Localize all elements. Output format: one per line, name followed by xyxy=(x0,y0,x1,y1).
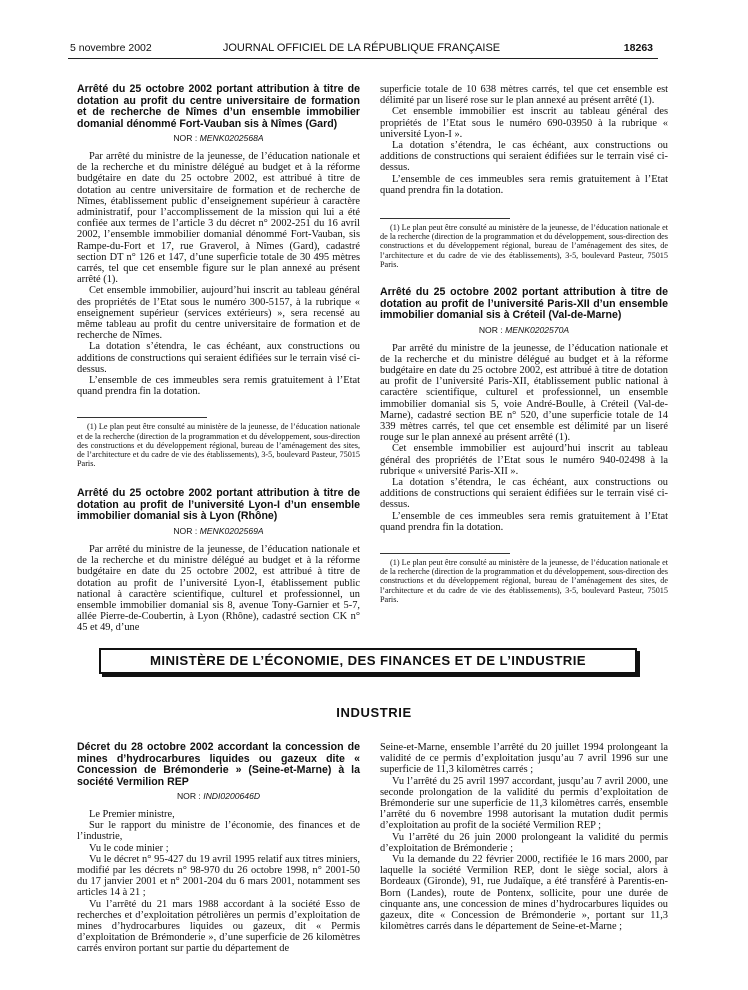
paragraph: L’ensemble de ces immeubles sera remis gratuitement à l’Etat quand prendra fin la dotation. xyxy=(380,510,668,533)
header-rule xyxy=(68,58,658,59)
decree-right-column xyxy=(380,742,668,932)
nor-label: NOR : xyxy=(176,791,204,801)
paragraph: Vu l’arrêté du 26 juin 2000 prolongeant la validité du permis d’exploitation de Brémonderie ; xyxy=(380,831,668,854)
right-column xyxy=(380,84,668,604)
paragraph: Cet ensemble immobilier, aujourd’hui inscrit au tableau général des propriétés de l’Etat sous le numéro 300-5157, à la rubrique « enseignement supérieur (services extérieurs) », sera recensé au même tableau au profit du centre universitaire de formation et de recherche de Nîmes. xyxy=(77,285,360,342)
decree-left-column xyxy=(77,742,360,955)
paragraph: L’ensemble de ces immeubles sera remis gratuitement à l’Etat quand prendra fin la dotation. xyxy=(380,173,668,196)
paragraph: Vu la demande du 22 février 2000, rectifiée le 16 mars 2000, par laquelle la société Vermilion REP, dont le siège social, alors à Bordeaux (Gironde), 91, rue Judaïque, a été transféré à Parentis-en-Born (Landes), route de Pontenx, sollicite, pour une durée de cinquante ans, une concession de mines d’hydrocarbures liquides ou gazeux, dite « Concession de Brémonderie », portant sur 11,3 kilomètres carrés dans le département de Seine-et-Marne ; xyxy=(380,854,668,933)
nor-code: MENK0202569A xyxy=(199,525,264,536)
nor-label: NOR : xyxy=(173,133,200,143)
footnote-rule xyxy=(380,218,510,219)
header-date: 5 novembre 2002 xyxy=(70,42,152,54)
footnote-rule xyxy=(77,417,207,418)
paragraph: Vu l’arrêté du 21 mars 1988 accordant à la société Esso de recherches et d’exploitation pétrolières un permis d’exploitation de mines d’hydrocarbures liquides ou gazeux, dit « Permis d’exploitation de Brémonderie », d’une superficie de 26 kilomètres carrés environ portant sur partie du département de xyxy=(77,898,360,955)
paragraph: Vu le décret n° 95-427 du 19 avril 1995 relatif aux titres miniers, modifié par les décrets n° 98-970 du 26 octobre 1998, n° 2001-50 du 17 janvier 2001 et n° 2001-204 du 6 mars 2001, notamment ses articles 14 à 21 ; xyxy=(77,853,360,899)
nor-label: NOR : xyxy=(478,324,506,335)
paragraph: Le Premier ministre, xyxy=(89,809,175,820)
footnote: (1) Le plan peut être consulté au ministère de la jeunesse, de l’éducation nationale et de la recherche (direction de la programmation et du développement, sous-direction des constructions et du développement régional, bureau de l’aménagement des sites, de l’architecture et du cadre de vie des établissements), 3-5, boulevard Pasteur, 75015 Paris. xyxy=(380,558,668,604)
paragraph: Cet ensemble immobilier est aujourd’hui inscrit au tableau général des propriétés de l’Etat sous le numéro 940-02498 à la rubrique « université Paris-XII ». xyxy=(380,443,668,477)
nor-code: MENK0202570A xyxy=(505,324,570,335)
article-title: Arrêté du 25 octobre 2002 portant attribution à titre de dotation au profit du centre universitaire de formation et de recherche de Nîmes d’un ensemble immobilier domanial dénommé Fort-Vauban sis à Nîmes (Gard) xyxy=(77,83,360,130)
nor-line xyxy=(77,133,360,143)
paragraph: La dotation s’étendra, le cas échéant, aux constructions ou additions de constructions qui seraient édifiées sur le terrain visé ci-dessus. xyxy=(380,476,668,511)
decree-title: Décret du 28 octobre 2002 accordant la concession de mines d’hydrocarbures liquides ou gazeux dite « Concession de Brémonderie » (Seine-et-Marne) à la société Vermilion REP xyxy=(77,741,360,788)
paragraph: La dotation s’étendra, le cas échéant, aux constructions ou additions de constructions qui seraient édifiées sur le terrain visé ci-dessus. xyxy=(380,140,668,174)
nor-line xyxy=(77,791,360,801)
paragraph: Par arrêté du ministre de la jeunesse, de l’éducation nationale et de la recherche et du ministre délégué au budget et à la réforme budgétaire en date du 25 octobre 2002, est attribué à titre de dotation au profit de l’université Paris-XII, établissement public national à caractère scientifique, culturel et professionnel, un ensemble immobilier domanial sis 5, voie André-Boulle, à Créteil (Val-de-Marne), cadastré section BE n° 520, d’une superficie totale de 14 339 mètres carrés, tel que cet ensemble est délimité par un liseré rouge sur le plan annexé au présent arrêté (1). xyxy=(380,342,668,444)
nor-label: NOR : xyxy=(173,525,200,536)
header-page-number: 18263 xyxy=(623,42,653,54)
footnote: (1) Le plan peut être consulté au ministère de la jeunesse, de l’éducation nationale et de la recherche (direction de la programmation et du développement, sous-direction des constructions et du développement régional, bureau de l’aménagement des sites, de l’architecture et du cadre de vie des établissements), 3-5, boulevard Pasteur, 75015 Paris. xyxy=(380,223,668,269)
running-header xyxy=(70,42,653,58)
footnote: (1) Le plan peut être consulté au ministère de la jeunesse, de l’éducation nationale et de la recherche (direction de la programmation et du développement, sous-direction des constructions et du développement régional, bureau de l’aménagement des sites, de l’architecture et du cadre de vie des établissements), 3-5, boulevard Pasteur, 75015 Paris. xyxy=(77,422,360,469)
nor-line xyxy=(77,526,360,536)
paragraph: Vu le code minier ; xyxy=(89,842,169,854)
paragraph: superficie totale de 10 638 mètres carrés, tel que cet ensemble est délimité par un liseré rose sur le plan annexé au présent arrêté (1). xyxy=(380,84,668,107)
left-column xyxy=(77,84,360,634)
paragraph: La dotation s’étendra, le cas échéant, aux constructions ou additions de constructions qui seraient édifiées sur le terrain visé ci-dessus. xyxy=(77,341,360,375)
paragraph: L’ensemble de ces immeubles sera remis gratuitement à l’Etat quand prendra fin la dotation. xyxy=(77,375,360,398)
ministry-banner: MINISTÈRE DE L’ÉCONOMIE, DES FINANCES ET DE L’INDUSTRIE xyxy=(99,648,637,674)
nor-code: MENK0202568A xyxy=(199,133,264,143)
paragraph: Par arrêté du ministre de la jeunesse, de l’éducation nationale et de la recherche et du ministre délégué au budget et à la réforme budgétaire en date du 25 octobre 2002, est attribué à titre de dotation au profit de l’université Lyon-I, établissement public national à caractère scientifique, culturel et professionnel, un ensemble immobilier domanial sis 8, avenue Tony-Garnier et 5-7, allée Pierre-de-Coubertin, à Lyon (Rhône), cadastré section CK n° 45 et 49, d’une xyxy=(77,543,360,634)
footnote-rule xyxy=(380,553,510,554)
paragraph: Sur le rapport du ministre de l’économie, des finances et de l’industrie, xyxy=(77,820,360,843)
paragraph: Par arrêté du ministre de la jeunesse, de l’éducation nationale et de la recherche et du ministre délégué au budget et à la réforme budgétaire en date du 25 octobre 2002, est attribué à titre de dotation au centre universitaire de formation et de recherche de Nîmes, établissement public d’enseignement supérieur à caractère administratif, pour l’accomplissement de la mission qui lui a été confiée aux termes de l’article 3 du décret n° 2002-251 du 16 avril 2002, l’ensemble immobilier domanial dénommé Fort-Vauban, sis Rampe-du-Fort et 17, rue Graverol, à Nîmes (Gard), cadastré section DT n° 126 et 147, d’une superficie totale de 30 495 mètres carrés, tel que cet ensemble figure sur le plan annexé au présent arrêté (1). xyxy=(77,151,360,286)
paragraph: Cet ensemble immobilier est inscrit au tableau général des propriétés de l’Etat sous le numéro 690-03950 à la rubrique « université Lyon-I ». xyxy=(380,106,668,140)
header-journal-title: JOURNAL OFFICIEL DE LA RÉPUBLIQUE FRANÇAISE xyxy=(222,42,501,54)
paragraph: Vu l’arrêté du 25 avril 1997 accordant, jusqu’au 7 avril 2000, une seconde prolongation de la validité du permis d’exploitation de Brémonderie sur une superficie de 11,3 kilomètres carrés, ensemble l’arrêté du 6 novembre 1998 autorisant la mutation dudit permis d’exploitation au profit de la société Vermilion REP ; xyxy=(380,775,668,832)
paragraph: Seine-et-Marne, ensemble l’arrêté du 20 juillet 1994 prolongeant la validité de ce permis d’exploitation jusqu’au 7 avril 1996 sur une superficie de 11,3 kilomètres carrés ; xyxy=(380,742,668,776)
article-title: Arrêté du 25 octobre 2002 portant attribution à titre de dotation au profit de l’université Paris-XII d’un ensemble immobilier domanial sis à Créteil (Val-de-Marne) xyxy=(380,286,668,322)
nor-code: INDI0200646D xyxy=(203,791,261,801)
article-title: Arrêté du 25 octobre 2002 portant attribution à titre de dotation au profit de l’université Lyon-I d’un ensemble immobilier domanial sis à Lyon (Rhône) xyxy=(77,487,360,523)
nor-line xyxy=(380,325,668,335)
section-heading: INDUSTRIE xyxy=(336,705,412,720)
